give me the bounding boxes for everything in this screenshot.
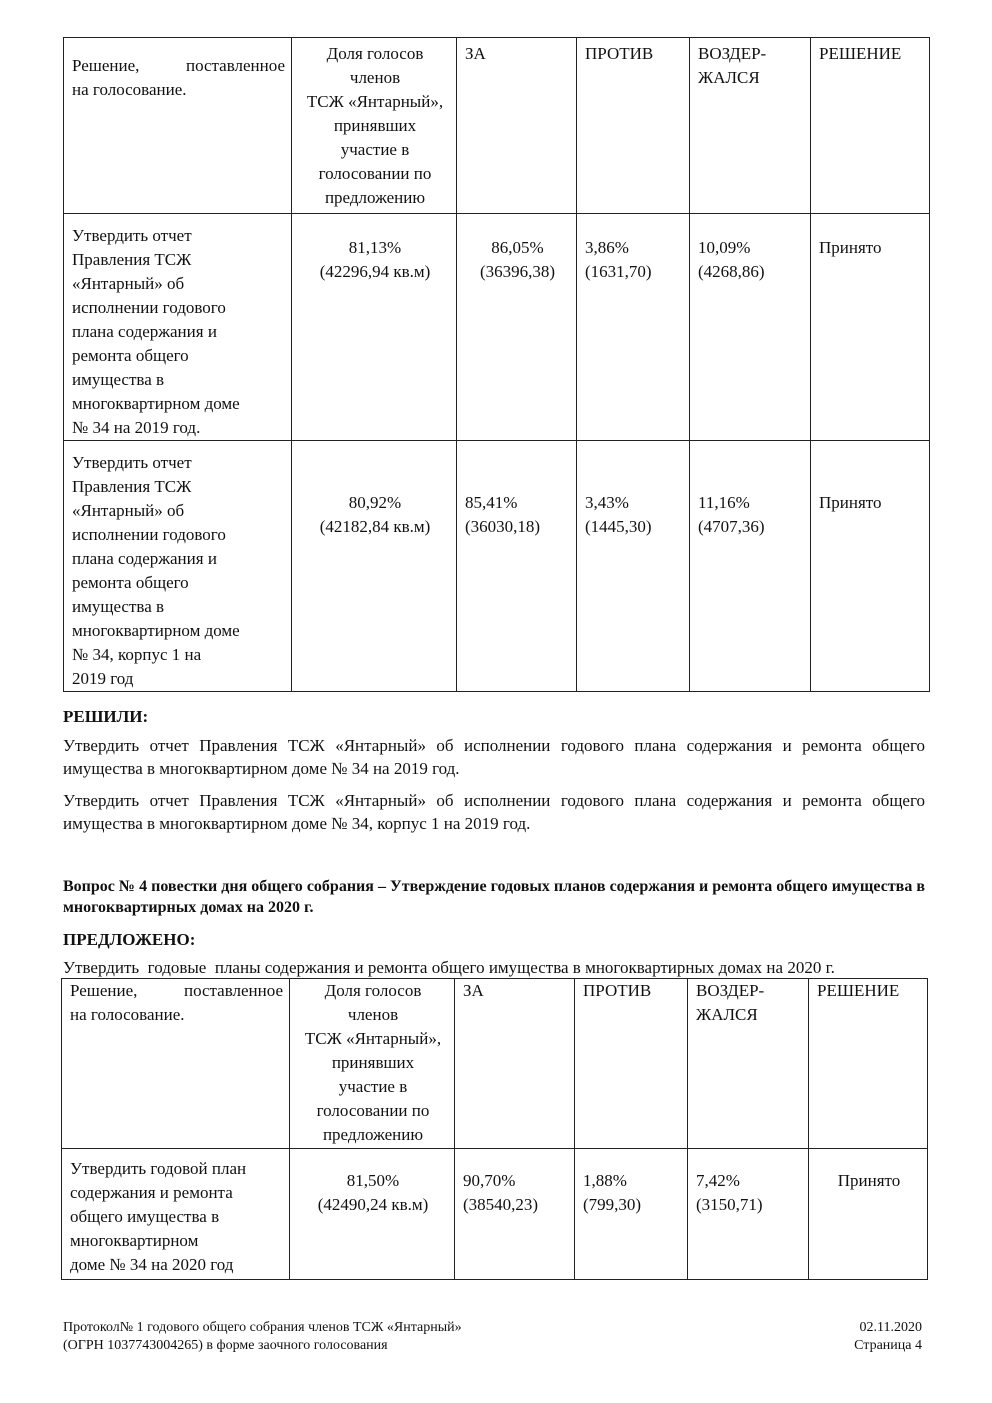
row-share: 81,50% (42490,24 кв.м): [317, 1171, 429, 1214]
header-share: Доля голосов членов ТСЖ «Янтарный», принявших участие в голосовании по предложению: [306, 44, 444, 207]
row-against: 1,88% (799,30): [583, 1171, 642, 1214]
row-for: 90,70% (38540,23): [463, 1171, 539, 1214]
header-decision-line1: Решение, поставленное: [70, 981, 283, 1000]
header-against: ПРОТИВ: [583, 981, 652, 1000]
header-share: Доля голосов членов ТСЖ «Янтарный», принявших участие в голосовании по предложению: [304, 981, 442, 1144]
header-for: ЗА: [463, 981, 484, 1000]
table-row: [64, 441, 930, 692]
row-for: 86,05% (36396,38): [479, 238, 556, 281]
header-for: ЗА: [465, 44, 486, 63]
footer-ogrn-line: (ОГРН 1037743004265) в форме заочного голосования: [63, 1338, 388, 1353]
table-header-row: [64, 38, 930, 214]
table-row: [64, 214, 930, 441]
row-abstain: 11,16% (4707,36): [698, 493, 765, 536]
header-abstain: ВОЗДЕР- ЖАЛСЯ: [696, 981, 765, 1024]
resolved-paragraph-1: Утвердить отчет Правления ТСЖ «Янтарный» об исполнении годового плана содержания и ремонта общего имущества в многоквартирном доме № 34 на 2019 год.: [63, 736, 925, 778]
row-share: 80,92% (42182,84 кв.м): [319, 493, 431, 536]
footer-protocol-line: Протокол№ 1 годового общего собрания членов ТСЖ «Янтарный»: [63, 1320, 462, 1335]
footer-page-number: Страница 4: [854, 1338, 922, 1353]
row-result: Принято: [837, 1171, 901, 1190]
proposed-text: Утвердить годовые планы содержания и ремонта общего имущества в многоквартирных домах на 2020 г.: [63, 958, 835, 977]
row-against: 3,86% (1631,70): [585, 238, 652, 281]
row-abstain: 10,09% (4268,86): [698, 238, 765, 281]
table-header-row: [62, 979, 928, 1149]
row-result: Принято: [819, 493, 882, 512]
table-row: [62, 1149, 928, 1280]
footer-date: 02.11.2020: [859, 1320, 922, 1335]
header-result: РЕШЕНИЕ: [819, 44, 902, 63]
vote-table-2020: [61, 978, 928, 1280]
header-decision-line1: Решение, поставленное: [72, 56, 285, 75]
vote-table-2019: [63, 37, 930, 692]
header-against: ПРОТИВ: [585, 44, 654, 63]
header-decision: на голосование.: [72, 80, 187, 99]
proposed-heading: ПРЕДЛОЖЕНО:: [63, 930, 196, 949]
row-result: Принято: [819, 238, 882, 257]
row-decision: Утвердить отчет Правления ТСЖ «Янтарный» об исполнении годового плана содержания и ремонта общего имущества в многоквартирном доме № 34, корпус 1 на 2019 год: [72, 453, 240, 688]
row-against: 3,43% (1445,30): [585, 493, 652, 536]
row-share: 81,13% (42296,94 кв.м): [319, 238, 431, 281]
resolved-heading: РЕШИЛИ:: [63, 707, 149, 726]
row-for: 85,41% (36030,18): [465, 493, 541, 536]
row-decision: Утвердить годовой план содержания и ремонта общего имущества в многоквартирном доме № 34 на 2020 год: [70, 1159, 247, 1274]
header-abstain: ВОЗДЕР- ЖАЛСЯ: [698, 44, 767, 87]
question-4-title: Вопрос № 4 повестки дня общего собрания – Утверждение годовых планов содержания и ремонта общего имущества в многоквартирных домах на 2020 г.: [63, 878, 925, 916]
row-abstain: 7,42% (3150,71): [696, 1171, 763, 1214]
header-decision: на голосование.: [70, 1005, 185, 1024]
row-decision: Утвердить отчет Правления ТСЖ «Янтарный» об исполнении годового плана содержания и ремонта общего имущества в многоквартирном доме № 34 на 2019 год.: [72, 226, 240, 437]
resolved-paragraph-2: Утвердить отчет Правления ТСЖ «Янтарный» об исполнении годового плана содержания и ремонта общего имущества в многоквартирном доме № 34, корпус 1 на 2019 год.: [63, 791, 925, 833]
header-result: РЕШЕНИЕ: [817, 981, 900, 1000]
